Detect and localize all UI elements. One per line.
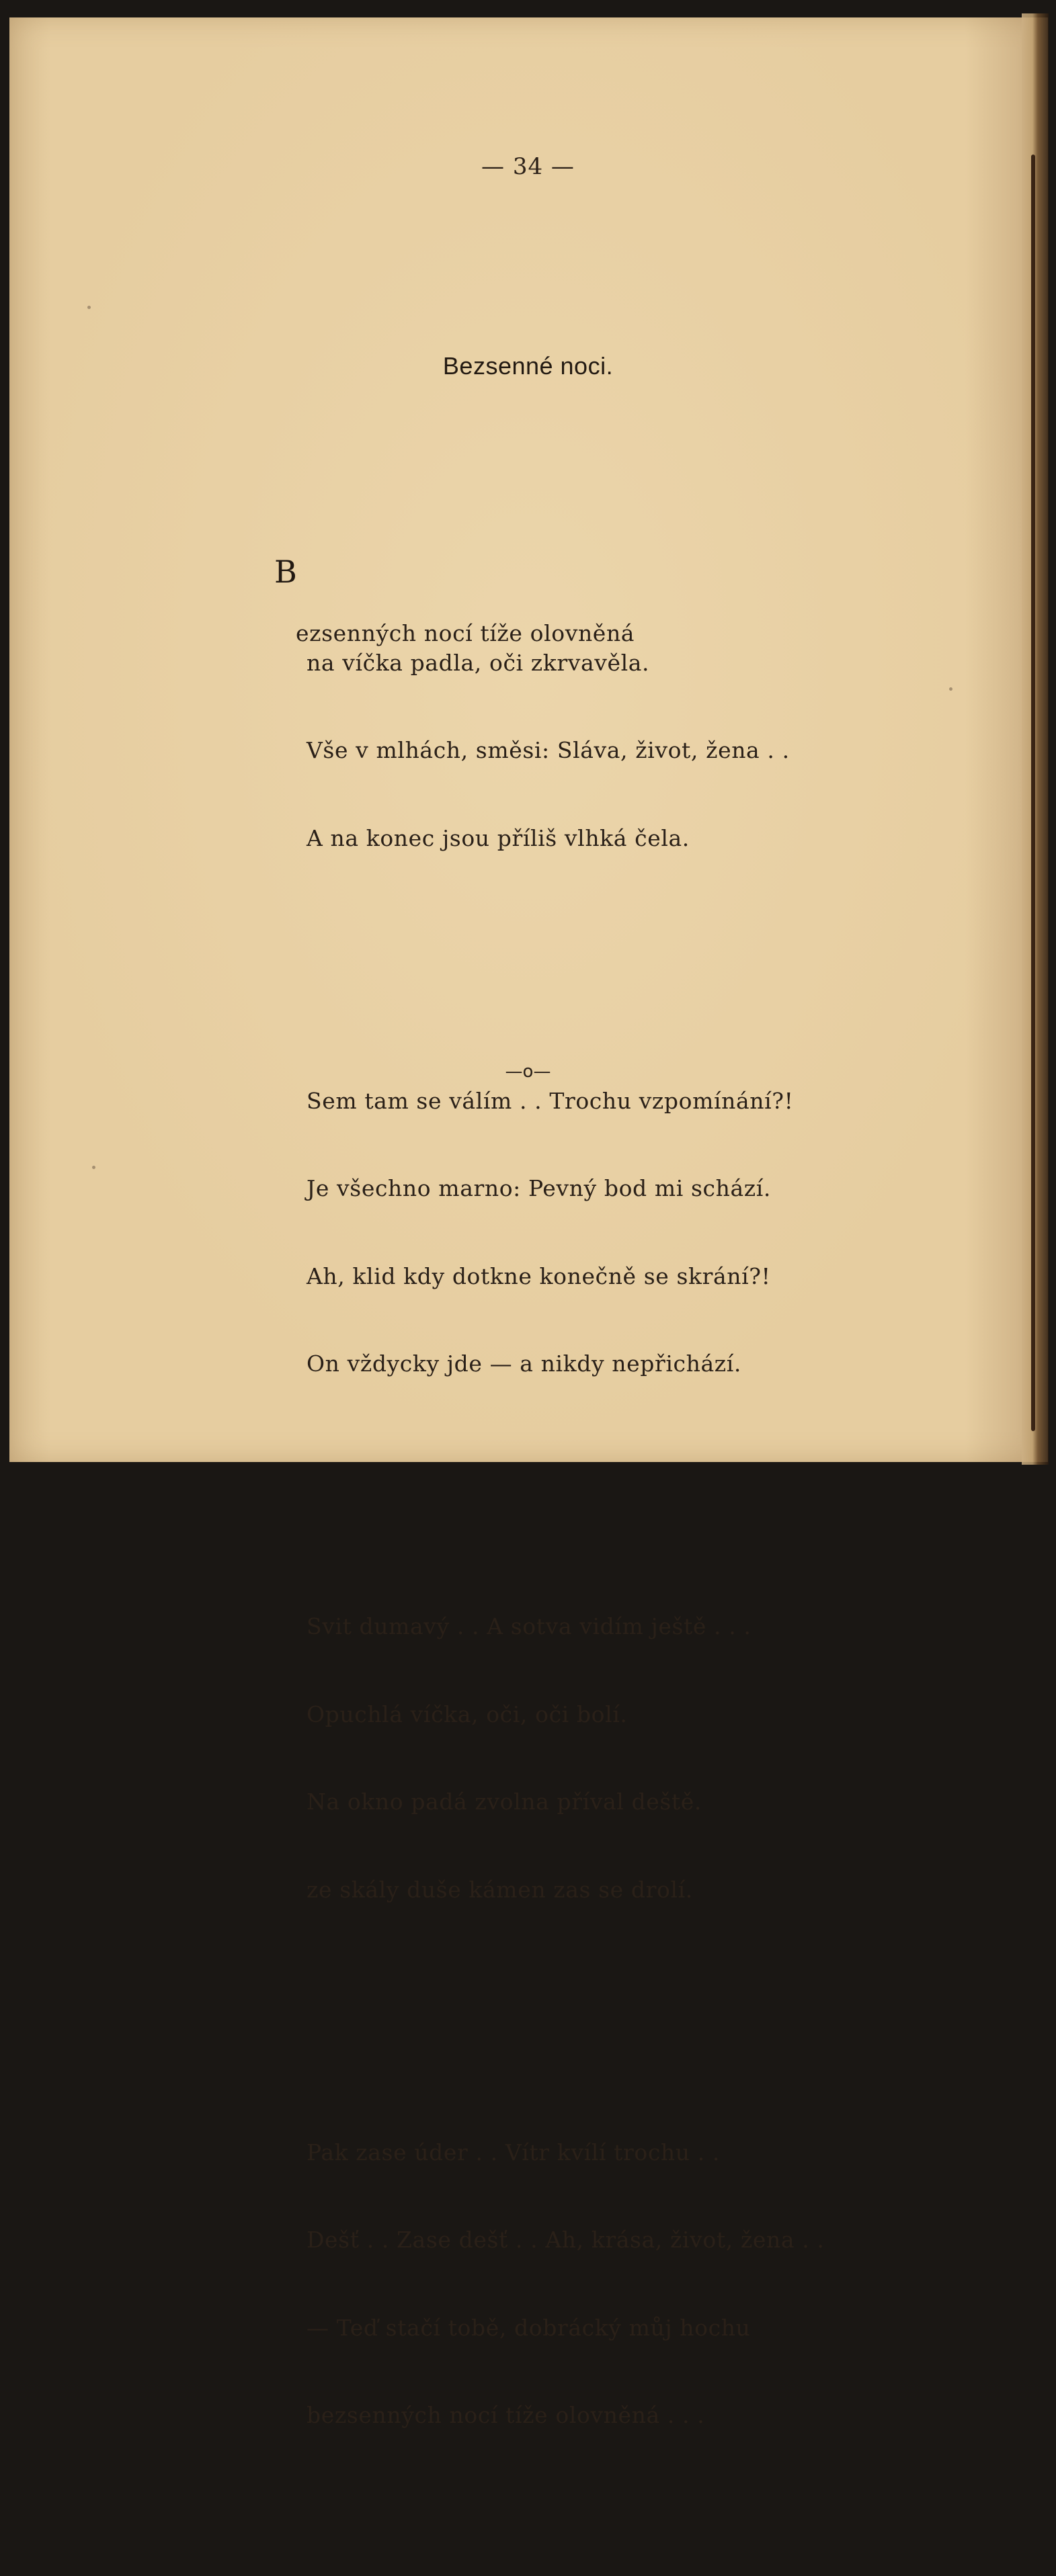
poem-line: Svit dumavý . . A sotva vidím ještě . . . xyxy=(307,1613,752,1639)
poem-line: Pak zase úder . . Vítr kvílí trochu . . xyxy=(307,2139,720,2165)
book-spine-edge xyxy=(1022,13,1049,1465)
poem-line: Je všechno marno: Pevný bod mi schází. xyxy=(307,1175,771,1201)
stanza xyxy=(307,1553,824,1963)
poem-line: Na okno padá zvolna příval deště. xyxy=(307,1789,702,1815)
paper-speck xyxy=(949,687,952,691)
stanza xyxy=(307,1028,824,1437)
poem-line: — Teď stačí tobě, dobrácký můj hochu xyxy=(307,2314,751,2341)
poem-line: Vše v mlhách, směsi: Sláva, život, žena . . xyxy=(307,737,790,763)
poem-line: Ah, klid kdy dotkne konečně se skrání?! xyxy=(307,1262,771,1289)
poem-line: A na konec jsou příliš vlhká čela. xyxy=(307,824,690,851)
stanza xyxy=(274,502,824,911)
poem-line xyxy=(274,554,824,646)
poem-body xyxy=(274,443,825,2576)
poem-title: Bezsenné noci. xyxy=(442,352,614,380)
page-number: — 34 — xyxy=(481,153,575,180)
poem-line: na víčka padla, oči zkrvavěla. xyxy=(307,649,650,676)
poem-line: Sem tam se válím . . Trochu vzpomínání?! xyxy=(307,1087,794,1114)
paper-speck xyxy=(92,1166,95,1169)
spine-binding-line xyxy=(1031,155,1035,1431)
stanza xyxy=(307,2079,824,2489)
poem-line: Opuchlá víčka, oči, oči bolí. xyxy=(307,1701,628,1727)
poem-line: bezsenných nocí tíže olovněná . . . xyxy=(307,2402,705,2428)
paper-speck xyxy=(87,306,91,309)
poem-line: Dešť . . Zase dešť . . Ah, krása, život, žena . . xyxy=(307,2227,825,2253)
poem-line: ze skály duše kámen zas se drolí. xyxy=(307,1876,693,1903)
first-line-text: ezsenných nocí tíže olovněná xyxy=(296,620,635,646)
poem-line: On vždycky jde — a nikdy nepřichází. xyxy=(307,1350,741,1377)
drop-cap: B xyxy=(274,554,298,590)
end-ornament: —o— xyxy=(505,1062,551,1082)
